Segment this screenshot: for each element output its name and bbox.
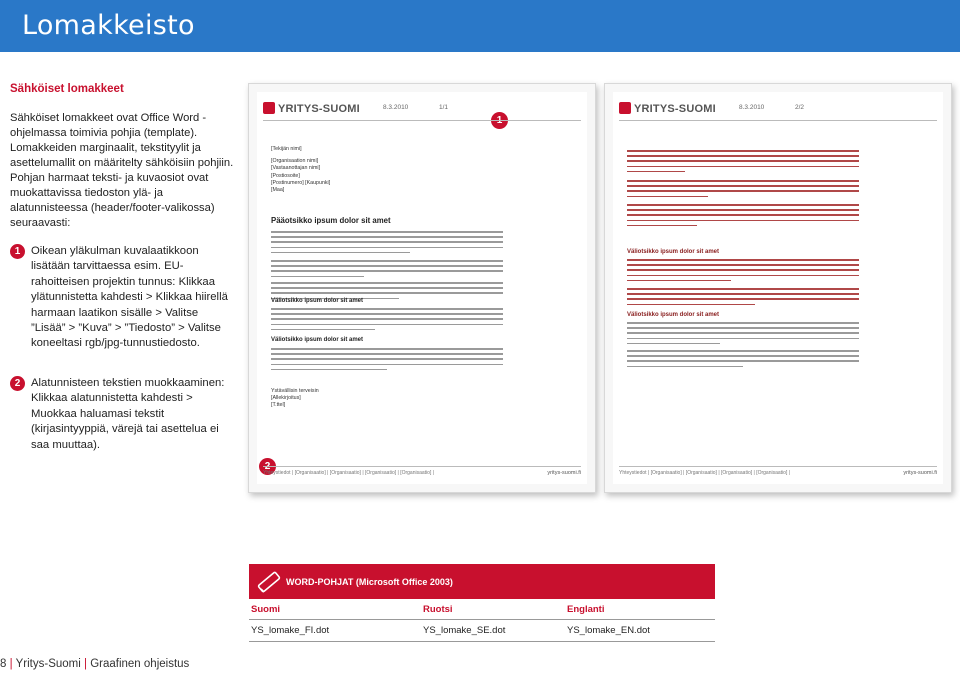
step-number-badge: 1 — [10, 244, 25, 259]
table-divider — [249, 641, 715, 642]
page-title: Lomakkeisto — [22, 10, 195, 41]
instruction-item-2 — [10, 376, 232, 453]
document-preview-page-2 — [604, 83, 952, 493]
body-paragraph — [627, 204, 859, 230]
body-paragraph — [627, 259, 859, 285]
doc-footer-text: Yhteystiedot | [Organisaatio] | [Organisaatio] | [Organisaatio] | [Organisaatio] | — [619, 470, 791, 476]
doc-main-heading: Pääotsikko ipsum dolor sit amet — [271, 216, 391, 225]
body-paragraph — [271, 308, 503, 334]
callout-marker-2: 2 — [259, 458, 276, 475]
instruction-text: Oikean yläkulman kuvalaatikkoon lisätään tarvittaessa esim. EU-rahoitteisen projektin tunnus: Klikkaa ylätunnistetta kahdesti > Klikkaa hiirellä harmaan laatikon sisälle > Valitse ”Lisää” > ”Kuva” > ”Tiedosto” > Valitse koneeltasi rgb/jpg-tunnustiedosto. — [31, 245, 228, 350]
intro-paragraph: Pohjan harmaat teksti- ja kuvaosiot ovat muokattavissa tiedoston ylä- ja alatunnisteessa (header/footer-valikossa) seuraavasti: — [10, 172, 215, 229]
address-block: [Tekijän nimi] [Organisaation nimi] [Vastaanottajan nimi] [Postiosoite] [Postinumero] [Kaupunki] [Maa] — [271, 146, 331, 194]
footer-divider — [263, 466, 581, 467]
column-header-swedish: Ruotsi — [423, 604, 453, 615]
template-file-finnish[interactable]: YS_lomake_FI.dot — [251, 625, 330, 636]
doc-page-number: 2/2 — [795, 104, 805, 111]
doc-page-number: 1/1 — [439, 104, 449, 111]
doc-subheading: Väliotsikko ipsum dolor sit amet — [627, 312, 720, 318]
template-file-english[interactable]: YS_lomake_EN.dot — [567, 625, 650, 636]
body-paragraph — [627, 288, 859, 309]
banner-title: WORD-POHJAT (Microsoft Office 2003) — [286, 577, 453, 587]
body-paragraph — [627, 180, 859, 201]
intro-text — [10, 111, 235, 231]
doc-footer-text: Yhteystiedot | [Organisaatio] | [Organisaatio] | [Organisaatio] | [Organisaatio] | — [263, 470, 435, 476]
instruction-item-1 — [10, 244, 232, 352]
logo-mark-icon — [619, 102, 631, 114]
intro-paragraph: Sähköiset lomakkeet ovat Office Word -ohjelmassa toimivia pohjia (template). Lomakkeiden marginaalit, tekstityylit ja asettelumallit on määritelty sähköisiin pohjiin. — [10, 112, 234, 169]
body-paragraph — [271, 231, 503, 257]
word-templates-banner — [249, 564, 715, 599]
column-header-english: Englanti — [567, 604, 605, 615]
page-number: 8 — [0, 658, 7, 670]
doc-date: 8.3.2010 — [383, 104, 409, 111]
column-header-finnish: Suomi — [251, 604, 281, 615]
header-divider — [619, 120, 937, 121]
doc-subheading: Väliotsikko ipsum dolor sit amet — [271, 337, 364, 343]
body-paragraph — [271, 348, 503, 374]
doc-subheading: Väliotsikko ipsum dolor sit amet — [271, 298, 364, 304]
step-number-badge: 2 — [10, 376, 25, 391]
instruction-text: Alatunnisteen tekstien muokkaaminen: Klikkaa alatunnistetta kahdesti > Muokkaa haluamasi tekstit (kirjasintyyppiä, värejä tai asettelua ei saa muuttaa). — [31, 377, 225, 451]
signature-block: Ystävällisin terveisin [Allekirjoitus] [T.ttel] — [271, 388, 319, 409]
table-divider — [249, 619, 715, 620]
body-paragraph — [627, 350, 859, 371]
doc-footer-url: yritys-suomi.fi — [547, 470, 581, 476]
callout-marker-1: 1 — [491, 112, 508, 129]
brand-logo: YRITYS-SUOMI — [619, 102, 716, 115]
footer-divider — [619, 466, 937, 467]
pencil-icon — [255, 567, 285, 597]
doc-footer-url: yritys-suomi.fi — [903, 470, 937, 476]
page-header — [0, 0, 960, 52]
body-paragraph — [627, 322, 859, 348]
footer-separator: | — [84, 658, 87, 670]
header-divider — [263, 120, 581, 121]
document-preview-page-1 — [248, 83, 596, 493]
footer-brand: Yritys-Suomi — [15, 658, 81, 670]
footer-separator: | — [9, 658, 13, 670]
section-title: Sähköiset lomakkeet — [10, 83, 124, 95]
logo-mark-icon — [263, 102, 275, 114]
body-paragraph — [627, 150, 859, 176]
body-paragraph — [271, 260, 503, 281]
footer-subtitle: Graafinen ohjeistus — [90, 658, 190, 670]
template-file-swedish[interactable]: YS_lomake_SE.dot — [423, 625, 506, 636]
doc-subheading: Väliotsikko ipsum dolor sit amet — [627, 249, 720, 255]
page-footer — [0, 658, 189, 670]
doc-date: 8.3.2010 — [739, 104, 765, 111]
brand-logo: YRITYS-SUOMI — [263, 102, 360, 115]
